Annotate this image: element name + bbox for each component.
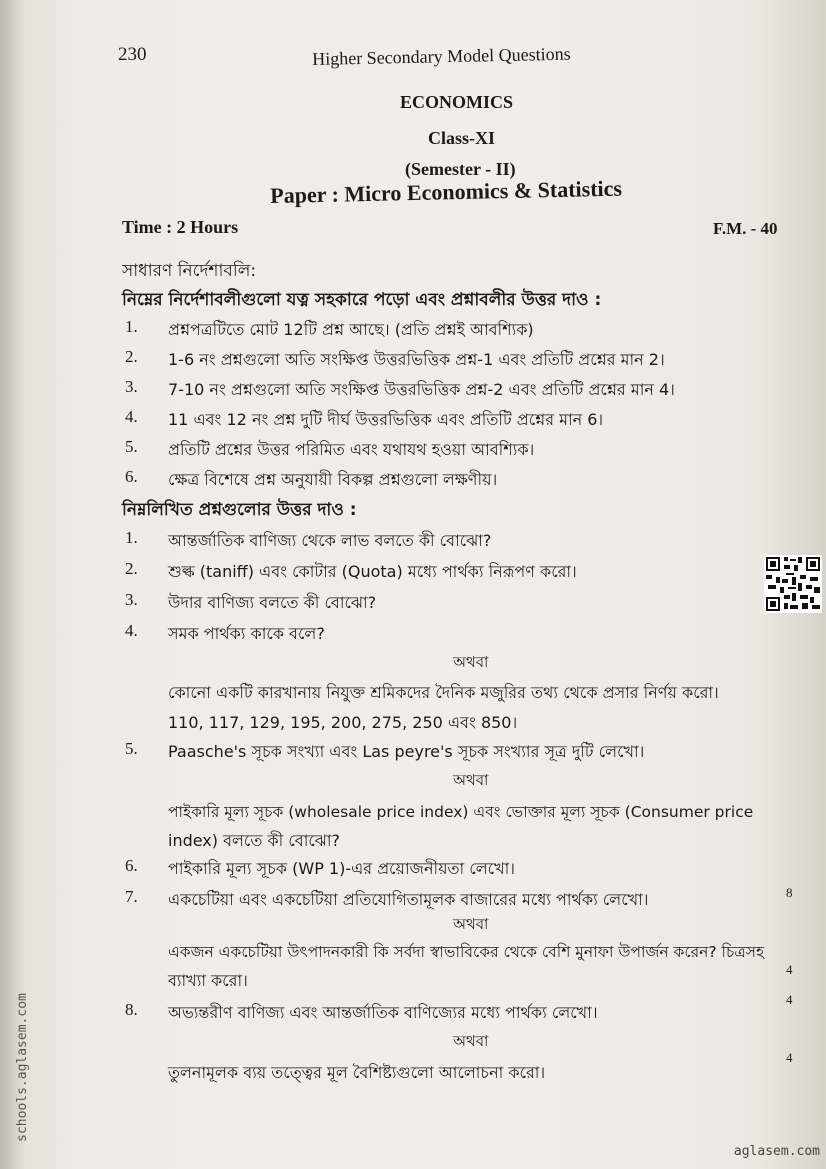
full-marks: F.M. - 40 [713,219,778,238]
instruction-text: 11 এবং 12 নং প্রশ্ন দুটি দীর্ঘ উত্তরভিত্তিক এবং প্রতিটি প্রশ্নের মান 6। [168,410,604,429]
qr-code-icon [764,555,822,613]
question-number: 4. [125,621,138,640]
question-text: আন্তর্জাতিক বাণিজ্য থেকে লাভ বলতে কী বোঝো? [168,531,492,550]
instruction-number: 1. [125,317,138,336]
question-marks: 4 [786,1050,793,1065]
instructions-subheading: নিম্নের নির্দেশাবলীগুলো যত্ন সহকারে পড়ো এবং প্রশ্নাবলীর উত্তর দাও : [122,290,602,310]
question-text: অভ্যন্তরীণ বাণিজ্য এবং আন্তর্জাতিক বাণিজ্যের মধ্যে পার্থক্য লেখো। [168,1003,598,1022]
paper-title: Paper : Micro Economics & Statistics [270,175,623,208]
question-number: 5. [125,739,138,758]
semester-title: (Semester - II) [405,159,516,179]
exam-time: Time : 2 Hours [122,217,239,237]
question-alt-text: কোনো একটি কারখানায় নিযুক্ত শ্রমিকদের দৈনিক মজুরির তথ্য থেকে প্রসার নির্ণয় করো। [168,683,719,702]
question-number: 3. [125,590,138,609]
instruction-text: ক্ষেত্র বিশেষে প্রশ্ন অনুযায়ী বিকল্প প্রশ্নগুলো লক্ষণীয়। [168,470,498,489]
class-title: Class-XI [428,128,496,148]
question-alt-text: ব্যাখ্যা করো। [168,971,248,990]
question-alt-text: 110, 117, 129, 195, 200, 275, 250 এবং 850। [168,713,518,732]
question-number: 1. [125,528,138,547]
instruction-text: প্রশ্নপত্রটিতে মোট 12টি প্রশ্ন আছে। (প্রতি প্রশ্নই আবশ্যিক) [168,320,534,339]
question-text: পাইকারি মূল্য সূচক (WP 1)-এর প্রয়োজনীয়তা লেখো। [168,859,515,878]
question-number: 2. [125,559,138,578]
question-alt-text: পাইকারি মূল্য সূচক (wholesale price index) এবং ভোক্তার মূল্য সূচক (Consumer price [168,803,754,821]
page-number: 230 [118,44,147,65]
question-alt-text: একজন একচেটিয়া উৎপাদনকারী কি সর্বদা স্বাভাবিকের থেকে বেশি মুনাফা উপার্জন করেন? চিত্রসহ [168,943,765,961]
question-text: একচেটিয়া এবং একচেটিয়া প্রতিযোগিতামূলক বাজারের মধ্যে পার্থক্য লেখো। [168,890,649,909]
question-text: শুল্ক (taniff) এবং কোটার (Quota) মধ্যে পার্থক্য নিরূপণ করো। [168,562,577,581]
question-text: সমক পার্থক্য কাকে বলে? [168,624,325,643]
instruction-text: 7-10 নং প্রশ্নগুলো অতি সংক্ষিপ্ত উত্তরভিত্তিক প্রশ্ন-2 এবং প্রতিটি প্রশ্নের মান 4। [168,380,675,399]
running-title: Higher Secondary Model Questions [312,43,571,69]
or-label: অথবা [453,653,489,671]
instruction-text: 1-6 নং প্রশ্নগুলো অতি সংক্ষিপ্ত উত্তরভিত্তিক প্রশ্ন-1 এবং প্রতিটি প্রশ্নের মান 2। [168,350,665,369]
question-number: 7. [125,887,138,906]
question-text: উদার বাণিজ্য বলতে কী বোঝো? [168,593,377,612]
or-label: অথবা [453,915,489,933]
instruction-number: 2. [125,347,138,366]
corner-watermark: aglasem.com [733,1144,820,1159]
question-marks: 4 [786,992,793,1007]
question-number: 6. [125,856,138,875]
side-watermark: schools.aglasem.com [14,993,30,1142]
instruction-text: প্রতিটি প্রশ্নের উত্তর পরিমিত এবং যথাযথ হওয়া আবশ্যিক। [168,440,535,459]
question-marks: 4 [786,962,793,977]
question-marks: 8 [786,885,793,900]
instruction-number: 3. [125,377,138,396]
question-number: 8. [125,1000,138,1019]
instruction-number: 6. [125,467,138,486]
questions-heading: নিম্নলিখিত প্রশ্নগুলোর উত্তর দাও : [122,500,357,520]
instruction-number: 5. [125,437,138,456]
or-label: অথবা [453,771,489,789]
instructions-heading: সাধারণ নির্দেশাবলি: [122,261,257,281]
question-text: Paasche's সূচক সংখ্যা এবং Las peyre's সূচক সংখ্যার সূত্র দুটি লেখো। [168,742,645,761]
subject-title: ECONOMICS [400,92,514,112]
question-alt-text: index) বলতে কী বোঝো? [168,831,341,850]
question-alt-text: তুলনামূলক ব্যয় তত্ত্বের মূল বৈশিষ্ট্যগুলো আলোচনা করো। [168,1063,546,1082]
or-label: অথবা [453,1032,489,1050]
instruction-number: 4. [125,407,138,426]
